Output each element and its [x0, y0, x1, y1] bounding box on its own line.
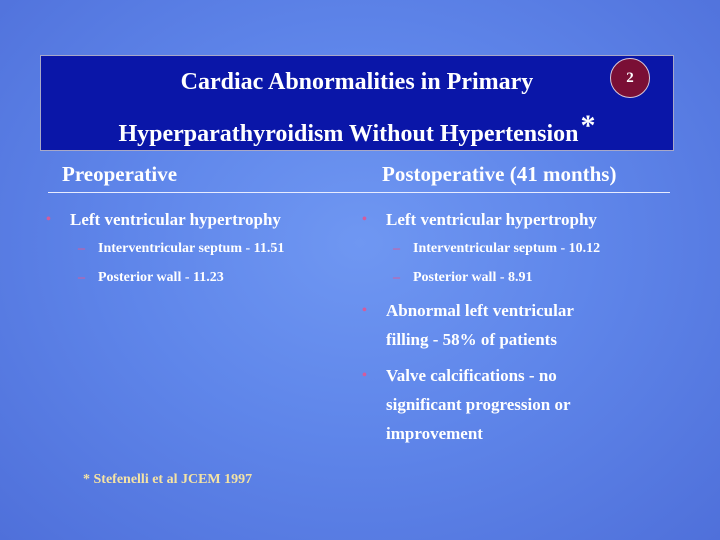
left-sub-posterior-wall: [78, 270, 224, 286]
bullet-marker: •: [362, 368, 367, 383]
sub-text: Interventricular septum - 10.12: [413, 241, 601, 256]
bullet-text: Left ventricular hypertrophy: [70, 210, 281, 229]
header-divider: [48, 192, 670, 193]
dash-marker: –: [78, 241, 85, 256]
slide-title-text: Hyperparathyroidism Without Hypertension: [118, 121, 579, 147]
bullet-text-line: filling - 58% of patients: [386, 330, 557, 349]
slide-number-badge: 2: [610, 58, 650, 98]
right-sub-posterior-wall: [393, 270, 533, 286]
dash-marker: –: [78, 270, 85, 285]
title-box: [40, 55, 674, 151]
left-sub-septum: [78, 241, 285, 257]
sub-text: Posterior wall - 11.23: [98, 270, 224, 285]
slide-title-line-2: [41, 109, 673, 149]
right-bullet-filling: [362, 296, 574, 354]
bullet-text-line: improvement: [386, 424, 483, 443]
slide-title-line-1: Cardiac Abnormalities in Primary: [180, 69, 534, 95]
title-asterisk: *: [580, 109, 596, 142]
preoperative-heading: Preoperative: [62, 162, 178, 186]
dash-marker: –: [393, 241, 400, 256]
sub-text: Interventricular septum - 11.51: [98, 241, 285, 256]
right-bullet-lvh: [362, 205, 597, 234]
citation: * Stefenelli et al JCEM 1997: [83, 472, 253, 487]
bullet-text-line: significant progression or: [386, 395, 571, 414]
bullet-text-line: Valve calcifications - no: [386, 366, 557, 385]
bullet-marker: •: [46, 212, 51, 227]
bullet-marker: •: [362, 303, 367, 318]
bullet-marker: •: [362, 212, 367, 227]
bullet-text: Left ventricular hypertrophy: [386, 210, 597, 229]
right-sub-septum: [393, 241, 601, 257]
postoperative-heading: Postoperative (41 months): [382, 162, 617, 186]
sub-text: Posterior wall - 8.91: [413, 270, 533, 285]
bullet-text-line: Abnormal left ventricular: [386, 301, 574, 320]
dash-marker: –: [393, 270, 400, 285]
right-bullet-valve: [362, 361, 571, 448]
left-bullet-lvh: [46, 205, 281, 234]
